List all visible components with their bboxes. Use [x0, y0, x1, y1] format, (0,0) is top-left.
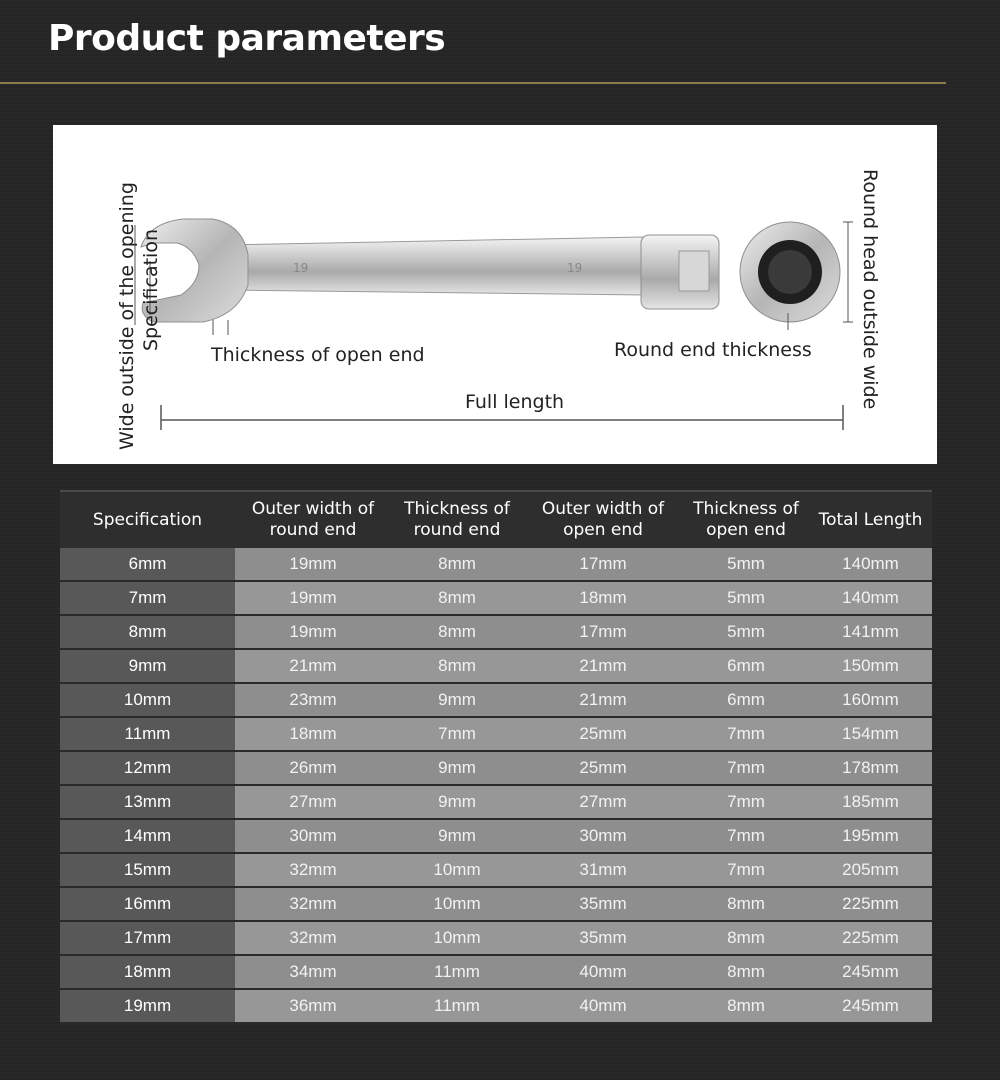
- cell-value: 9mm: [391, 785, 523, 819]
- cell-value: 225mm: [809, 887, 932, 921]
- cell-value: 6mm: [683, 683, 809, 717]
- cell-spec: 12mm: [60, 751, 235, 785]
- cell-value: 27mm: [235, 785, 391, 819]
- header-outer-width-round: Outer width of round end: [235, 491, 391, 548]
- cell-value: 7mm: [683, 785, 809, 819]
- cell-value: 18mm: [523, 581, 683, 615]
- cell-value: 21mm: [523, 683, 683, 717]
- cell-spec: 16mm: [60, 887, 235, 921]
- cell-value: 245mm: [809, 955, 932, 989]
- cell-value: 40mm: [523, 955, 683, 989]
- cell-value: 205mm: [809, 853, 932, 887]
- cell-spec: 7mm: [60, 581, 235, 615]
- cell-value: 11mm: [391, 955, 523, 989]
- cell-value: 154mm: [809, 717, 932, 751]
- cell-value: 18mm: [235, 717, 391, 751]
- cell-value: 185mm: [809, 785, 932, 819]
- cell-spec: 9mm: [60, 649, 235, 683]
- table-row: [60, 751, 932, 785]
- label-full-length: Full length: [465, 391, 565, 413]
- cell-value: 32mm: [235, 921, 391, 955]
- cell-value: 8mm: [683, 887, 809, 921]
- cell-value: 5mm: [683, 548, 809, 581]
- label-round-end-thickness: Round end thickness: [614, 339, 812, 361]
- label-thickness-open-end: Thickness of open end: [211, 344, 425, 366]
- header-specification: Specification: [60, 491, 235, 548]
- cell-spec: 15mm: [60, 853, 235, 887]
- cell-value: 5mm: [683, 581, 809, 615]
- cell-value: 9mm: [391, 819, 523, 853]
- cell-value: 8mm: [683, 989, 809, 1023]
- cell-value: 10mm: [391, 853, 523, 887]
- cell-value: 160mm: [809, 683, 932, 717]
- header-outer-width-open: Outer width of open end: [523, 491, 683, 548]
- cell-spec: 8mm: [60, 615, 235, 649]
- wrench-illustration: [53, 125, 937, 464]
- cell-value: 8mm: [391, 649, 523, 683]
- table-row: [60, 955, 932, 989]
- cell-value: 140mm: [809, 581, 932, 615]
- cell-value: 30mm: [235, 819, 391, 853]
- cell-value: 178mm: [809, 751, 932, 785]
- cell-spec: 19mm: [60, 989, 235, 1023]
- cell-value: 5mm: [683, 615, 809, 649]
- cell-spec: 10mm: [60, 683, 235, 717]
- cell-value: 17mm: [523, 615, 683, 649]
- cell-value: 26mm: [235, 751, 391, 785]
- parameters-table: [60, 490, 932, 1024]
- cell-value: 27mm: [523, 785, 683, 819]
- cell-value: 31mm: [523, 853, 683, 887]
- table-row: [60, 785, 932, 819]
- title-divider: [0, 82, 946, 84]
- cell-value: 19mm: [235, 548, 391, 581]
- table-row: [60, 989, 932, 1023]
- cell-value: 30mm: [523, 819, 683, 853]
- cell-value: 9mm: [391, 751, 523, 785]
- cell-value: 23mm: [235, 683, 391, 717]
- table-row: [60, 921, 932, 955]
- cell-value: 225mm: [809, 921, 932, 955]
- cell-value: 36mm: [235, 989, 391, 1023]
- cell-spec: 17mm: [60, 921, 235, 955]
- cell-value: 34mm: [235, 955, 391, 989]
- table-row: [60, 615, 932, 649]
- cell-value: 7mm: [683, 853, 809, 887]
- cell-value: 19mm: [235, 615, 391, 649]
- cell-value: 32mm: [235, 887, 391, 921]
- stamp-left: 19: [293, 261, 309, 275]
- cell-value: 7mm: [683, 751, 809, 785]
- cell-value: 140mm: [809, 548, 932, 581]
- table-row: [60, 649, 932, 683]
- label-specification: Specification: [140, 229, 162, 351]
- cell-value: 8mm: [391, 615, 523, 649]
- wrench-diagram: [53, 125, 937, 464]
- cell-spec: 13mm: [60, 785, 235, 819]
- cell-value: 40mm: [523, 989, 683, 1023]
- cell-value: 195mm: [809, 819, 932, 853]
- cell-value: 8mm: [391, 548, 523, 581]
- page-title: Product parameters: [48, 18, 446, 59]
- table-row: [60, 853, 932, 887]
- cell-value: 8mm: [683, 921, 809, 955]
- cell-value: 7mm: [683, 717, 809, 751]
- cell-spec: 14mm: [60, 819, 235, 853]
- cell-value: 32mm: [235, 853, 391, 887]
- cell-value: 245mm: [809, 989, 932, 1023]
- cell-value: 11mm: [391, 989, 523, 1023]
- cell-value: 35mm: [523, 921, 683, 955]
- stamp-right: 19: [567, 261, 583, 275]
- header-total-length: Total Length: [809, 491, 932, 548]
- cell-value: 17mm: [523, 548, 683, 581]
- cell-value: 9mm: [391, 683, 523, 717]
- label-round-head-outside-wide: Round head outside wide: [859, 169, 881, 410]
- cell-value: 25mm: [523, 751, 683, 785]
- cell-value: 21mm: [523, 649, 683, 683]
- cell-value: 150mm: [809, 649, 932, 683]
- cell-spec: 6mm: [60, 548, 235, 581]
- cell-value: 8mm: [683, 955, 809, 989]
- table-row: [60, 683, 932, 717]
- header-thickness-round: Thickness of round end: [391, 491, 523, 548]
- table-row: [60, 548, 932, 581]
- cell-value: 35mm: [523, 887, 683, 921]
- cell-value: 141mm: [809, 615, 932, 649]
- cell-value: 21mm: [235, 649, 391, 683]
- table-row: [60, 819, 932, 853]
- cell-value: 7mm: [683, 819, 809, 853]
- cell-spec: 11mm: [60, 717, 235, 751]
- cell-value: 10mm: [391, 921, 523, 955]
- table-row: [60, 717, 932, 751]
- table-row: [60, 887, 932, 921]
- cell-value: 10mm: [391, 887, 523, 921]
- cell-spec: 18mm: [60, 955, 235, 989]
- table-row: [60, 581, 932, 615]
- cell-value: 25mm: [523, 717, 683, 751]
- table-header-row: [60, 491, 932, 548]
- cell-value: 19mm: [235, 581, 391, 615]
- header-thickness-open: Thickness of open end: [683, 491, 809, 548]
- cell-value: 7mm: [391, 717, 523, 751]
- cell-value: 8mm: [391, 581, 523, 615]
- label-wide-outside-opening: Wide outside of the opening: [116, 182, 138, 450]
- cell-value: 6mm: [683, 649, 809, 683]
